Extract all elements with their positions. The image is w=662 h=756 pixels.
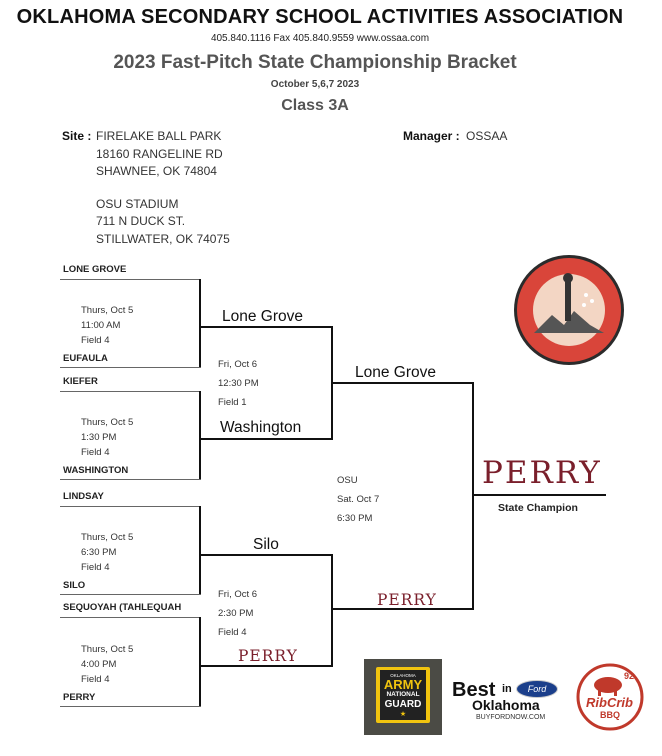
manager-label: Manager : [403,129,460,143]
team-line [60,617,200,618]
game-info: Fri, Oct 6 2:30 PM Field 4 [218,589,258,638]
site-name-2: OSU STADIUM [96,197,179,211]
ford-url: BUYFORDNOW.COM [476,714,546,721]
ford-oval-icon: Ford [516,680,558,698]
team-line [60,506,200,507]
ribcrib-bbq: BBQ [600,710,620,720]
bracket-connector [472,382,474,610]
champion-name: PERRY [482,455,602,491]
bracket-title: 2023 Fast-Pitch State Championship Bracket [113,52,517,73]
ford-oklahoma-text: Oklahoma [472,697,540,713]
team-name: EUFAULA [63,353,108,364]
contact-line: 405.840.1116 Fax 405.840.9559 www.ossaa.com [210,33,430,44]
game-info: Thurs, Oct 5 11:00 AM Field 4 [81,305,134,346]
team-name: SILO [63,580,86,591]
champion-label: State Champion [498,502,578,514]
tournament-dates: October 5,6,7 2023 [270,79,360,90]
team-name: PERRY [63,692,96,703]
advancing-team: Lone Grove [222,308,303,325]
ford-dealer-logo [450,676,560,726]
advancing-team: Lone Grove [355,364,436,381]
site-address-1: 18160 RANGELINE RD [96,147,223,161]
winner-line [200,438,333,440]
advancing-team: PERRY [238,647,298,665]
site-label: Site : [62,129,92,143]
team-line [60,367,201,368]
team-line [60,391,200,392]
game-info: Thurs, Oct 5 6:30 PM Field 4 [81,532,134,573]
game-info: Thurs, Oct 5 1:30 PM Field 4 [81,417,134,458]
team-name: WASHINGTON [63,465,129,476]
champion-line [474,494,606,496]
bracket-connector [331,554,333,667]
advancing-team: Silo [253,536,279,553]
bracket-connector [199,506,201,594]
game-info: OSU Sat. Oct 7 6:30 PM [337,475,380,524]
ribcrib-name: RibCrib [586,695,633,710]
team-line [60,479,201,480]
team-line [60,279,200,280]
class-label: Class 3A [281,97,349,114]
team-name: KIEFER [63,376,98,387]
team-name: SEQUOYAH (TAHLEQUAH [63,602,182,613]
team-line [60,706,201,707]
site-city-2: STILLWATER, OK 74075 [96,232,230,246]
team-name: LINDSAY [63,491,104,502]
winner-line [333,382,474,384]
site-city-1: SHAWNEE, OK 74804 [96,164,217,178]
team-line [60,594,201,595]
site-name-1: FIRELAKE BALL PARK [96,129,222,143]
bracket-connector [199,391,201,479]
winner-line [200,554,333,556]
bracket-connector [199,617,201,706]
winner-line [200,665,333,667]
winner-line [200,326,333,328]
advancing-team: Washington [220,419,302,436]
advancing-team: PERRY [377,591,437,609]
ribcrib-number: 92 [624,671,635,681]
ford-in-text: in [502,683,512,695]
site-address-2: 711 N DUCK ST. [96,214,186,228]
ford-best-text: Best [452,679,496,701]
game-info: Thurs, Oct 5 4:00 PM Field 4 [81,644,134,685]
bracket-connector [199,279,201,367]
org-name: OKLAHOMA SECONDARY SCHOOL ACTIVITIES ASSOCIATION [16,6,624,28]
team-name: LONE GROVE [63,264,127,275]
army-guard-logo [364,659,442,735]
game-info: Fri, Oct 6 12:30 PM Field 1 [218,359,259,408]
ribcrib-logo [576,663,644,731]
guard-badge-inner: OKLAHOMA ARMY NATIONAL GUARD ★ [380,670,426,720]
ossaa-logo [512,253,626,367]
manager-value: OSSAA [466,129,508,143]
